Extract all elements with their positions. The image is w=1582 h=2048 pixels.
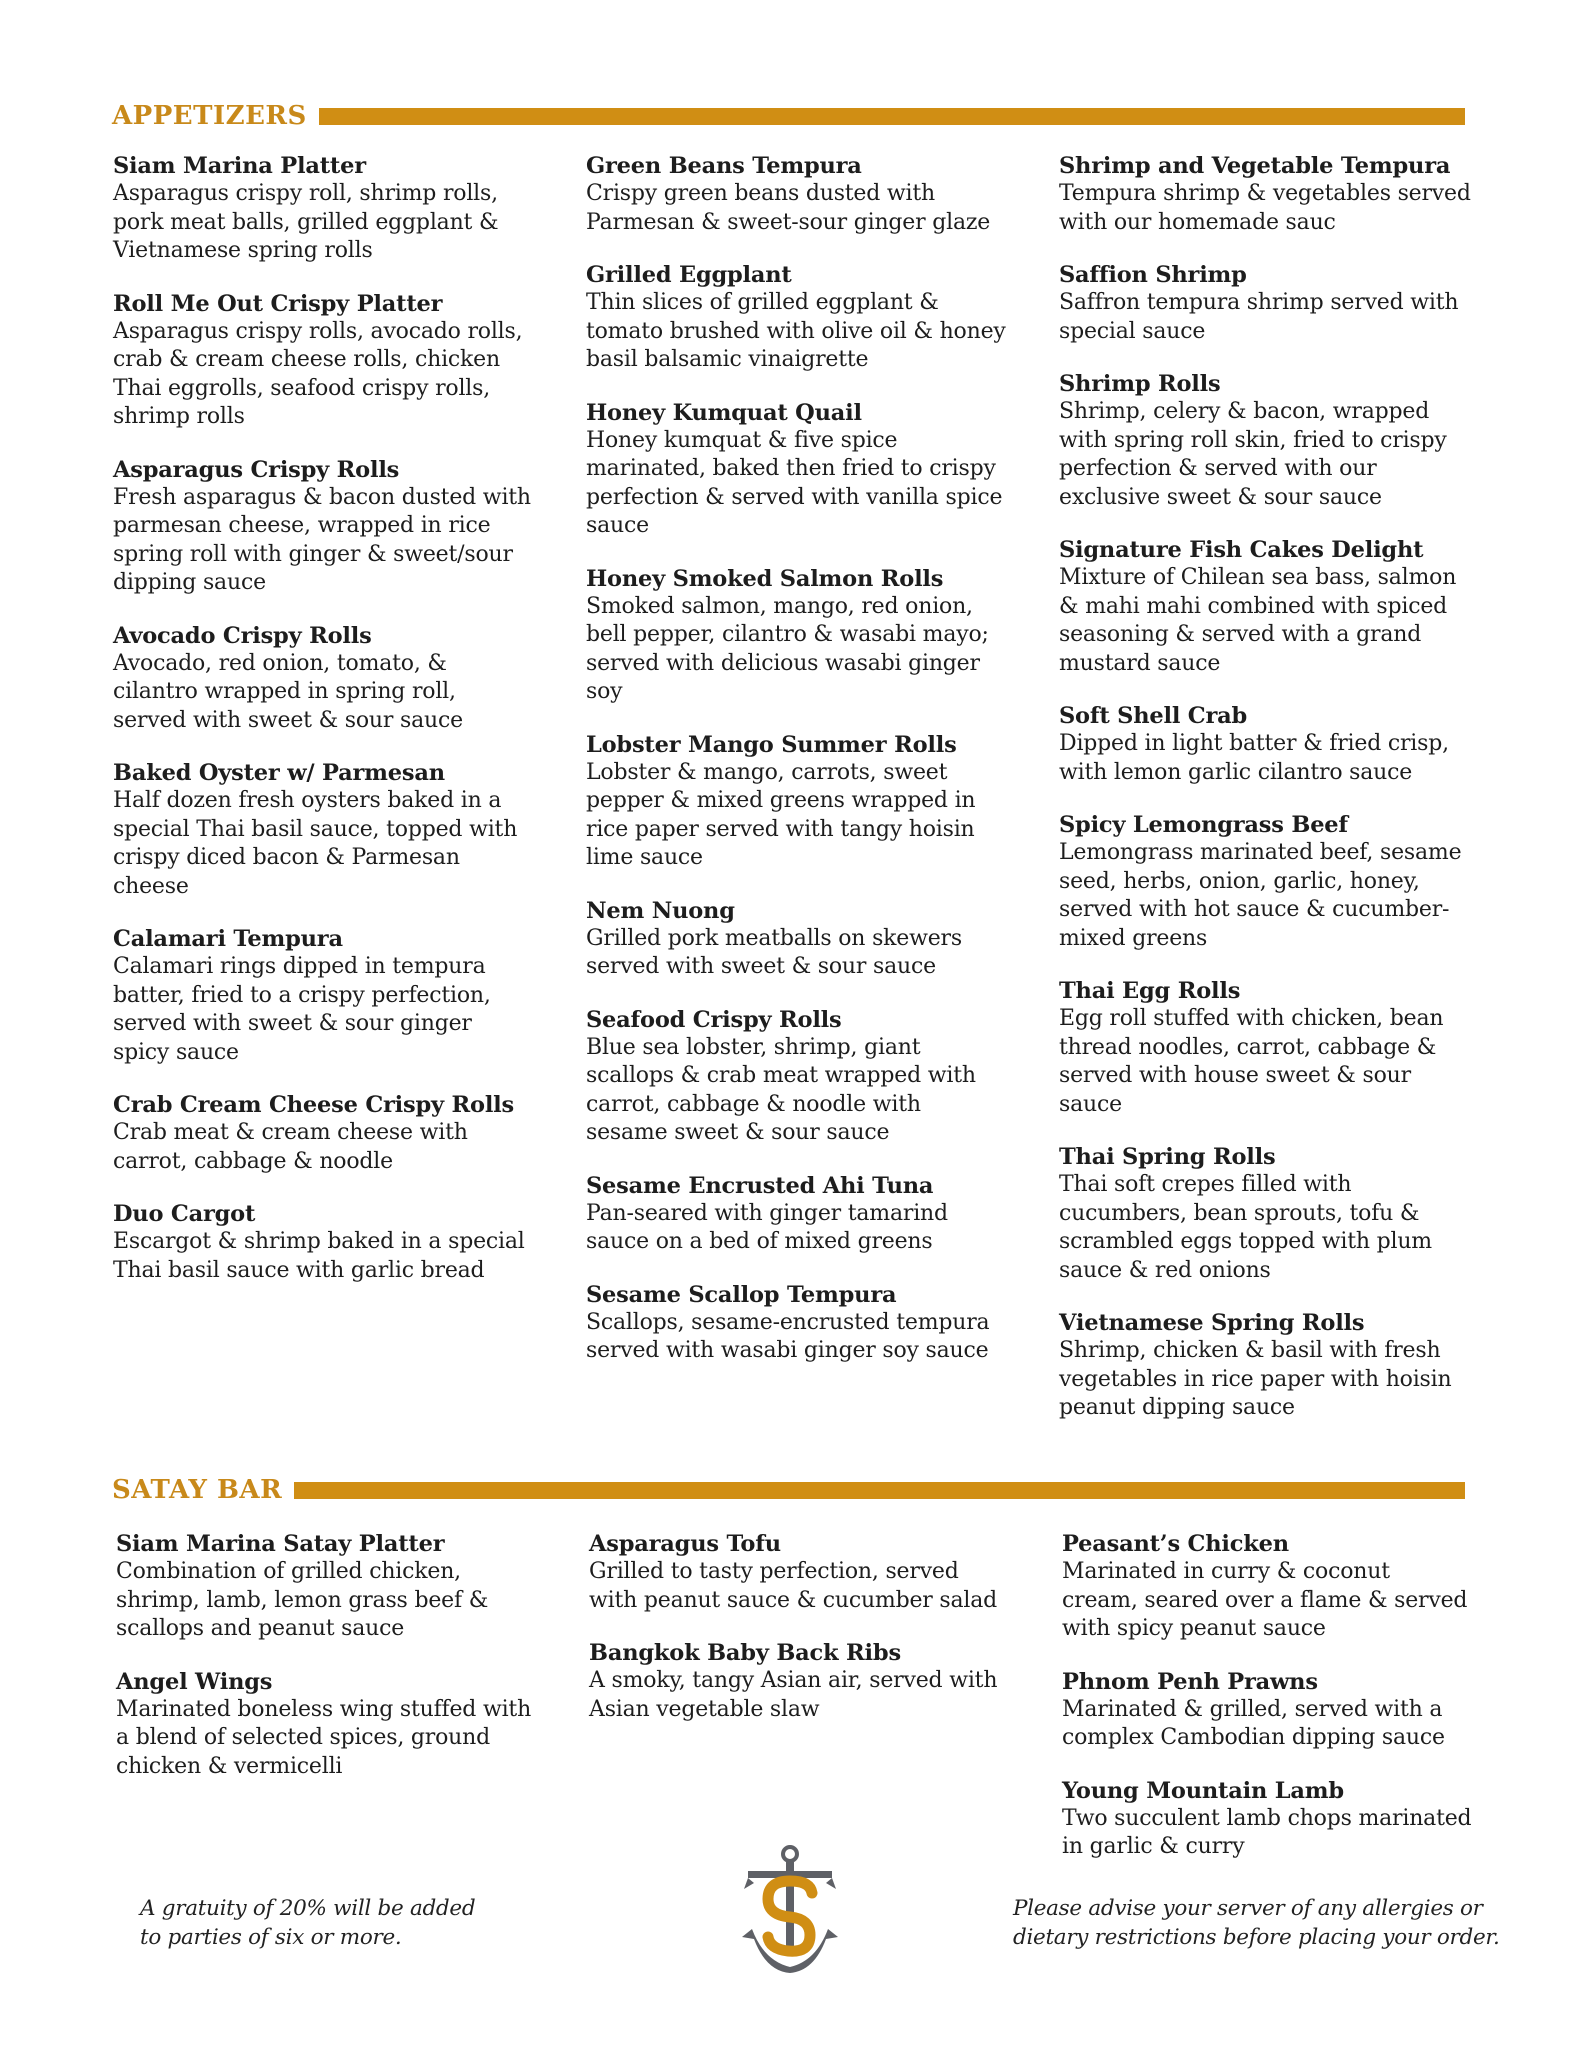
menu-item <box>1059 370 1479 512</box>
menu-item-description: Blue sea lobster, shrimp, giant scallops & crab meat wrapped with carrot, cabbage & noodle with sesame sweet & sour sauce <box>586 1034 976 1145</box>
gratuity-line-2: to parties of six or more. <box>140 1924 402 1950</box>
menu-item <box>586 731 1006 873</box>
menu-item-name: Green Beans Tempura <box>586 153 862 179</box>
menu-item <box>113 925 533 1067</box>
menu-item <box>1059 536 1479 678</box>
menu-item <box>113 1200 533 1285</box>
menu-item-name: Asparagus Tofu <box>589 1531 781 1557</box>
menu-item <box>586 565 1006 707</box>
menu-item <box>1059 1309 1479 1423</box>
menu-item-name: Honey Smoked Salmon Rolls <box>586 565 944 592</box>
menu-item-name: Asparagus Crispy Rolls <box>113 456 400 483</box>
appetizers-column-1 <box>113 152 533 1309</box>
menu-item-name: Saffion Shrimp <box>1059 262 1247 288</box>
menu-item <box>589 1639 1009 1724</box>
menu-item <box>113 1091 533 1176</box>
menu-item-description: Grilled to tasty perfection, served with peanut sauce & cucumber salad <box>589 1559 998 1613</box>
menu-item-name: Sesame Scallop Tempura <box>586 1281 897 1308</box>
menu-item-description: A smoky, tangy Asian air, served with Asian vegetable slaw <box>589 1668 998 1722</box>
menu-item-name: Honey Kumquat Quail <box>586 399 862 426</box>
menu-item-description: Lobster & mango, carrots, sweet pepper & mixed greens wrapped in rice paper served with tangy hoisin lime sauce <box>586 759 976 870</box>
menu-item-name: Lobster Mango Summer Rolls <box>586 731 957 758</box>
menu-item-description: Grilled pork meatballs on skewers served with sweet & sour sauce <box>586 925 962 979</box>
gratuity-line-1: A gratuity of 20% will be added <box>140 1896 476 1921</box>
menu-item <box>116 1530 536 1644</box>
menu-item-description: Asparagus crispy rolls, avocado rolls, crab & cream cheese rolls, chicken Thai eggrolls, seafood crispy rolls, shrimp rolls <box>113 318 523 429</box>
menu-item-description: Avocado, red onion, tomato, & cilantro wrapped in spring roll, served with sweet & sour sauce <box>113 650 463 733</box>
satay-title: SATAY BAR <box>112 1475 283 1505</box>
menu-item-name: Bangkok Baby Back Ribs <box>589 1640 901 1666</box>
menu-item <box>586 1006 1006 1148</box>
menu-item-description: Honey kumquat & five spice marinated, baked then fried to crispy perfection & served with vanilla spice sauce <box>586 427 1003 538</box>
menu-item-name: Roll Me Out Crispy Platter <box>113 290 443 317</box>
menu-item-description: Crab meat & cream cheese with carrot, cabbage & noodle <box>113 1120 468 1174</box>
appetizers-section <box>112 96 1471 1420</box>
satay-rule <box>294 1482 1465 1499</box>
menu-item-description: Calamari rings dipped in tempura batter, fried to a crispy perfection, served with sweet & sour ginger spicy sauce <box>113 954 491 1065</box>
menu-item-description: Saffron tempura shrimp served with special sauce <box>1059 290 1459 344</box>
appetizers-column-3 <box>1059 152 1479 1447</box>
menu-item-description: Two succulent lamb chops marinated in garlic & curry <box>1062 1805 1472 1859</box>
menu-item <box>113 152 533 266</box>
anchor-logo-icon <box>740 1845 840 1975</box>
menu-item-description: Shrimp, chicken & basil with fresh vegetables in rice paper with hoisin peanut dipping sauce <box>1059 1338 1452 1420</box>
menu-item-name: Siam Marina Platter <box>113 153 366 179</box>
menu-item <box>586 897 1006 982</box>
menu-item-description: Scallops, sesame-encrusted tempura served with wasabi ginger soy sauce <box>586 1309 990 1363</box>
menu-item <box>1062 1530 1472 1644</box>
menu-item-description: Pan-seared with ginger tamarind sauce on a bed of mixed greens <box>586 1200 948 1254</box>
satay-header <box>112 1470 1465 1510</box>
menu-item-name: Grilled Eggplant <box>586 262 792 288</box>
menu-item <box>1059 261 1479 346</box>
menu-item-name: Thai Spring Rolls <box>1059 1144 1276 1170</box>
appetizers-column-2 <box>586 152 1006 1390</box>
menu-item <box>586 1172 1006 1257</box>
menu-item-name: Nem Nuong <box>586 897 735 924</box>
menu-item-name: Seafood Crispy Rolls <box>586 1006 842 1033</box>
menu-item <box>113 456 533 598</box>
menu-item-name: Baked Oyster w/ Parmesan <box>113 760 445 786</box>
menu-item <box>589 1530 1009 1615</box>
menu-item-description: Shrimp, celery & bacon, wrapped with spring roll skin, fried to crispy perfection & served with our exclusive sweet & sour sauce <box>1059 399 1447 510</box>
menu-item <box>113 290 533 432</box>
menu-item-description: Marinated boneless wing stuffed with a blend of selected spices, ground chicken & vermicelli <box>116 1696 532 1779</box>
menu-item <box>1059 1143 1479 1285</box>
satay-column-3 <box>1062 1530 1472 1886</box>
menu-item <box>586 1281 1006 1366</box>
appetizers-header <box>112 96 1465 136</box>
appetizers-rule <box>319 108 1465 125</box>
allergy-line-2: dietary restrictions before placing your order. <box>1013 1924 1500 1950</box>
menu-item-name: Phnom Penh Prawns <box>1062 1668 1318 1695</box>
menu-item-description: Egg roll stuffed with chicken, bean thread noodles, carrot, cabbage & served with house sweet & sour sauce <box>1059 1006 1444 1117</box>
menu-item-description: Half dozen fresh oysters baked in a special Thai basil sauce, topped with crispy diced bacon & Parmesan cheese <box>113 788 518 899</box>
gratuity-note <box>140 1895 475 1952</box>
menu-item-description: Crispy green beans dusted with Parmesan & sweet-sour ginger glaze <box>586 181 991 235</box>
menu-item-description: Asparagus crispy roll, shrimp rolls, pork meat balls, grilled eggplant & Vietnamese spring rolls <box>113 181 499 263</box>
menu-item <box>1059 811 1479 953</box>
menu-item-name: Vietnamese Spring Rolls <box>1059 1310 1365 1336</box>
menu-item-name: Siam Marina Satay Platter <box>116 1531 445 1557</box>
menu-item <box>1062 1777 1472 1862</box>
menu-item <box>1062 1668 1472 1753</box>
menu-item <box>113 622 533 736</box>
menu-item-name: Thai Egg Rolls <box>1059 978 1241 1004</box>
menu-item-description: Marinated & grilled, served with a complex Cambodian dipping sauce <box>1062 1696 1445 1750</box>
menu-item <box>586 152 1006 237</box>
menu-item-name: Crab Cream Cheese Crispy Rolls <box>113 1092 514 1118</box>
appetizers-title: APPETIZERS <box>112 101 307 131</box>
menu-item <box>586 399 1006 541</box>
menu-item-name: Angel Wings <box>116 1668 273 1695</box>
menu-item-description: Marinated in curry & coconut cream, seared over a flame & served with spicy peanut sauce <box>1062 1559 1468 1641</box>
menu-item-description: Combination of grilled chicken, shrimp, lamb, lemon grass beef & scallops and peanut sauce <box>116 1559 489 1641</box>
menu-item <box>586 261 1006 375</box>
menu-item-description: Lemongrass marinated beef, sesame seed, herbs, onion, garlic, honey, served with hot sauce & cucumber-mixed greens <box>1059 840 1462 951</box>
menu-item-name: Young Mountain Lamb <box>1062 1777 1344 1804</box>
menu-item-description: Thai soft crepes filled with cucumbers, bean sprouts, tofu & scrambled eggs topped with plum sauce & red onions <box>1059 1172 1432 1283</box>
menu-item-name: Peasant’s Chicken <box>1062 1531 1289 1557</box>
menu-item-name: Soft Shell Crab <box>1059 703 1248 729</box>
menu-item-description: Dipped in light batter & fried crisp, with lemon garlic cilantro sauce <box>1059 731 1449 785</box>
allergy-note <box>1013 1895 1500 1952</box>
menu-item <box>1059 977 1479 1119</box>
menu-item <box>113 759 533 901</box>
menu-item-description: Fresh asparagus & bacon dusted with parmesan cheese, wrapped in rice spring roll with ginger & sweet/sour dipping sauce <box>113 484 531 595</box>
menu-item-description: Tempura shrimp & vegetables served with our homemade sauc <box>1059 181 1471 235</box>
menu-item-name: Shrimp Rolls <box>1059 371 1221 397</box>
menu-item-description: Thin slices of grilled eggplant & tomato brushed with olive oil & honey basil balsamic vinaigrette <box>586 290 1006 372</box>
satay-column-2 <box>589 1530 1009 1748</box>
satay-column-1 <box>116 1530 536 1805</box>
menu-item <box>1059 152 1479 237</box>
menu-item-name: Spicy Lemongrass Beef <box>1059 812 1348 838</box>
menu-item-name: Signature Fish Cakes Delight <box>1059 537 1424 563</box>
satay-section <box>112 1470 1472 1859</box>
menu-item-name: Avocado Crispy Rolls <box>113 622 372 649</box>
menu-item-description: Smoked salmon, mango, red onion, bell pepper, cilantro & wasabi mayo; served with delicious wasabi ginger soy <box>586 593 989 704</box>
menu-item <box>116 1668 536 1782</box>
menu-item <box>1059 702 1479 787</box>
menu-item-name: Calamari Tempura <box>113 926 343 952</box>
menu-item-name: Shrimp and Vegetable Tempura <box>1059 153 1451 179</box>
menu-item-name: Sesame Encrusted Ahi Tuna <box>586 1172 934 1199</box>
allergy-line-1: Please advise your server of any allergies or <box>1013 1896 1483 1921</box>
menu-item-description: Mixture of Chilean sea bass, salmon & mahi mahi combined with spiced seasoning & served with a grand mustard sauce <box>1059 565 1457 676</box>
menu-item-name: Duo Cargot <box>113 1201 256 1227</box>
menu-item-description: Escargot & shrimp baked in a special Thai basil sauce with garlic bread <box>113 1229 525 1283</box>
